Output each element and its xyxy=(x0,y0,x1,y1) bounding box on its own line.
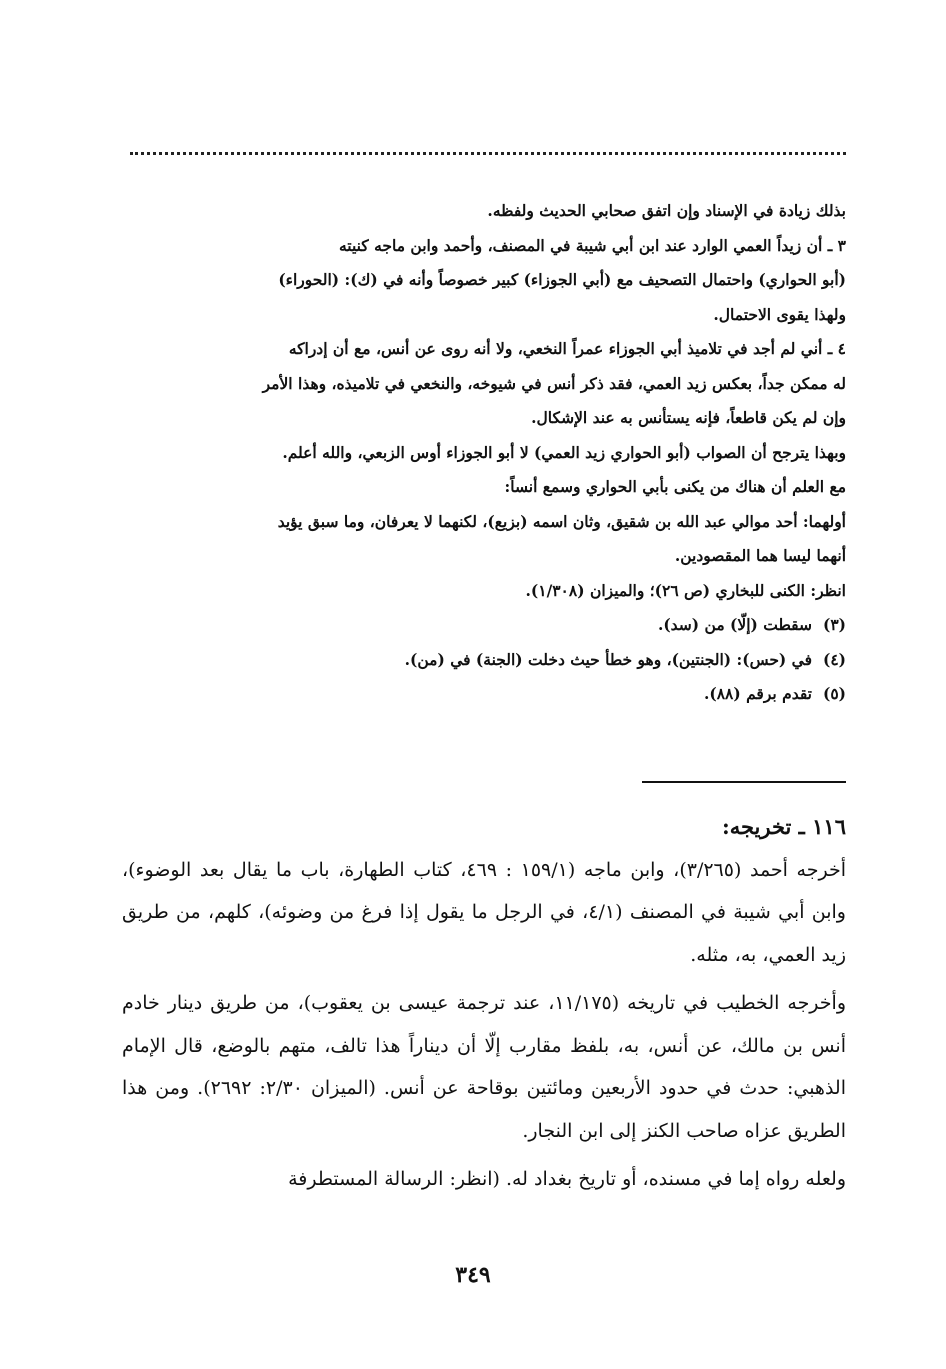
footnote-note xyxy=(122,643,846,678)
footnote-number: (٥) xyxy=(822,684,846,703)
footnote-note xyxy=(122,608,846,643)
footnote-number: (٤) xyxy=(822,649,846,669)
footnote-line: مع العلم أن هناك من يكنى بأبي الحواري وسمع أنساً: xyxy=(504,477,846,496)
footnote-text: سقطت (إلّا) من (سد). xyxy=(657,615,812,634)
footnote-line: له ممكن جداً، بعكس زيد العمي، فقد ذكر أنس في شيوخه، والنخعي في تلاميذه، وهذا الأمر xyxy=(262,373,846,393)
footnote-text: تقدم برقم (٨٨). xyxy=(704,684,812,703)
footnote-line: بذلك زيادة في الإسناد وإن اتفق صحابي الحديث ولفظه. xyxy=(487,201,846,220)
footnote-line: وبهذا يترجح أن الصواب (أبو الحواري زيد العمي) لا أبو الجوزاء أوس الزبعي، والله أعلم. xyxy=(282,442,846,462)
footnotes-block xyxy=(122,194,846,712)
section-rule xyxy=(642,781,846,783)
footnote-line: أنهما ليسا هما المقصودين. xyxy=(674,546,846,565)
footnote-line: ٤ ـ أني لم أجد في تلاميذ أبي الجوزاء عمراً النخعي، ولا أنه روى عن أنس، مع أن إدراكه xyxy=(288,339,846,358)
page-number: ٣٤٩ xyxy=(455,1262,491,1288)
footnote-number: (٣) xyxy=(822,615,846,634)
footnote-line: ٣ ـ أن زيداً العمي الوارد عند ابن أبي شيبة في المصنف، وأحمد وابن ماجه كنيته xyxy=(338,235,846,255)
dotted-separator xyxy=(130,152,846,165)
footnote-note xyxy=(122,677,846,712)
footnote-text: في (حس): (الجنتين)، وهو خطأ حيث دخلت (الجنة) في (من). xyxy=(404,649,812,669)
footnote-line: انظر: الكنى للبخاري (ص ٢٦)؛ والميزان (١/٣٠٨). xyxy=(525,580,846,600)
main-text xyxy=(122,806,846,1201)
paragraph: ولعله رواه إما في مسنده، أو تاريخ بغداد له. (انظر: الرسالة المستطرفة xyxy=(288,1168,846,1190)
paragraph: أخرجه أحمد (٣/٢٦٥)، وابن ماجه (١٥٩/١ : ٤٦٩، كتاب الطهارة، باب ما يقال بعد الوضوء)، وابن أبي شيبة في المصنف (٤/١، في الرجل ما يقول إذا فرغ من وضوئه)، كلهم، من طريق زيد العمي، به، مثله. xyxy=(122,858,846,966)
footnote-line: أولهما: أحد موالي عبد الله بن شقيق، وثان اسمه (بزيع)، لكنهما لا يعرفان، وما سبق يؤيد xyxy=(277,511,846,531)
footnote-line: ولهذا يقوى الاحتمال. xyxy=(713,304,846,324)
section-heading: ١١٦ ـ تخريجه: xyxy=(721,814,846,839)
footnote-line: وإن لم يكن قاطعاً، فإنه يستأنس به عند الإشكال. xyxy=(531,408,846,427)
footnote-line: (أبو الحواري) واحتمال التصحيف مع (أبي الجوزاء) كبير خصوصاً وأنه في (ك): (الحوراء) xyxy=(278,270,846,289)
paragraph: وأخرجه الخطيب في تاريخه (١١/١٧٥، عند ترجمة عيسى بن يعقوب)، من طريق دينار خادم أنس بن مالك، عن أنس، به، بلفظ مقارب إلّا أن ديناراً هذا تالف، متهم بالوضع، قال الإمام الذهبي: حدث في حدود الأربعين ومائتين بوقاحة عن أنس. (الميزان ٢/٣٠: ٢٦٩٢). ومن هذا الطريق عزاه صاحب الكنز إلى ابن النجار. xyxy=(122,992,846,1142)
